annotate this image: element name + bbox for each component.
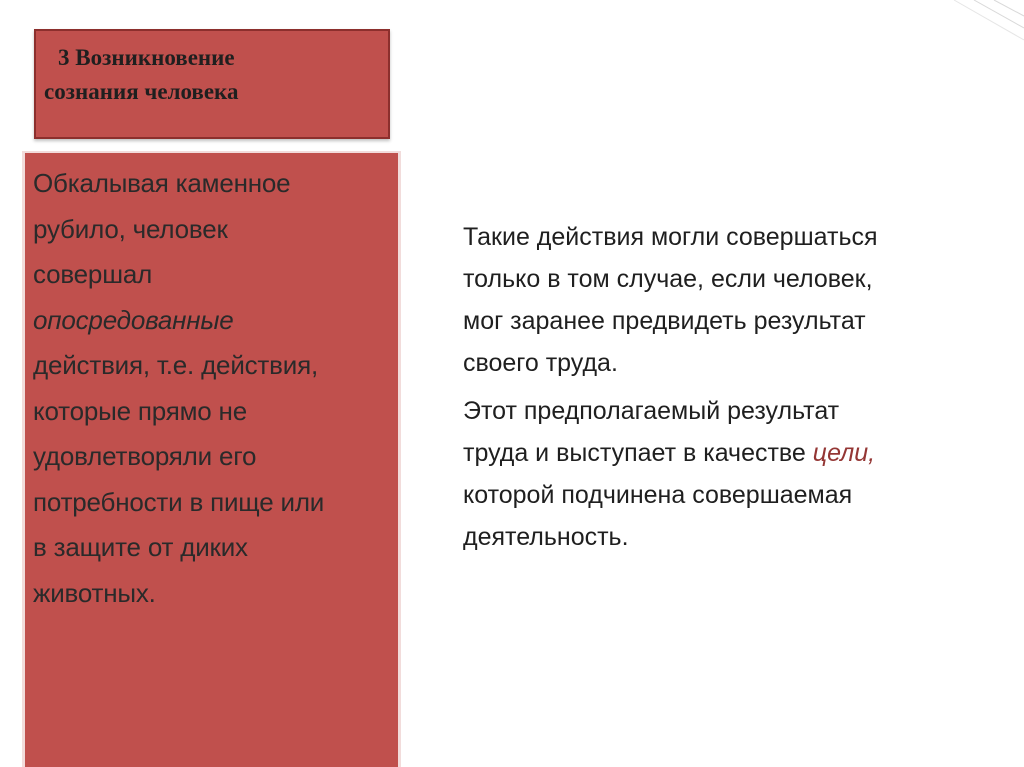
- right-line: которой подчинена совершаемая: [463, 481, 853, 509]
- slide-title: [44, 41, 374, 109]
- left-line: в защите от диких: [33, 532, 248, 562]
- left-text-panel: [22, 151, 401, 767]
- left-line: потребности в пище или: [33, 486, 325, 517]
- right-line: деятельность.: [463, 523, 629, 551]
- right-line: своего труда.: [463, 349, 618, 377]
- corner-decoration: [934, 0, 1024, 50]
- goal-word: цели,: [812, 439, 876, 467]
- title-line-2: сознания человека: [44, 79, 239, 104]
- right-line: только в том случае, если человек,: [463, 265, 873, 293]
- left-line: удовлетворяли его: [33, 441, 257, 471]
- right-line-with-goal: [463, 432, 993, 474]
- title-box: [34, 29, 390, 139]
- left-line-emphasis: опосредованные: [33, 304, 234, 335]
- right-line: мог заранее предвидеть результат: [463, 307, 866, 335]
- left-line: действия, т.е. действия,: [33, 350, 318, 380]
- right-line: Этот предполагаемый результат: [463, 397, 840, 425]
- left-panel-text: [33, 161, 398, 616]
- left-line: животных.: [33, 577, 156, 608]
- left-line: рубило, человек: [33, 213, 228, 244]
- right-line: Такие действия могли совершаться: [463, 223, 878, 251]
- left-line: Обкалывая каменное: [33, 168, 291, 198]
- right-text-block: [463, 216, 993, 564]
- right-line-text: труда и выступает в качестве: [463, 439, 813, 467]
- right-paragraph-1: [463, 216, 993, 384]
- left-line: которые прямо не: [33, 395, 247, 426]
- left-line: совершал: [33, 259, 153, 289]
- title-line-1: 3 Возникновение: [58, 45, 235, 70]
- right-paragraph-2: [463, 390, 993, 558]
